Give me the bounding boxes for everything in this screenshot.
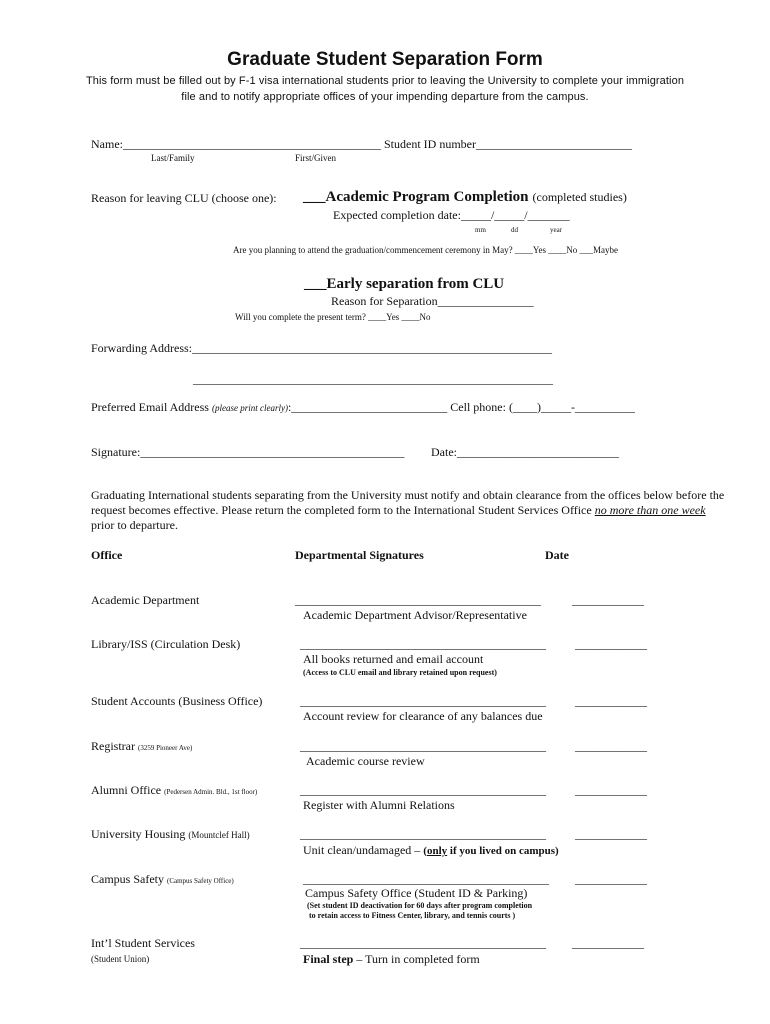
isss-location: (Student Union): [91, 954, 150, 964]
signature-line-safety[interactable]: _________________________________________: [303, 872, 549, 886]
date-line-accounts[interactable]: ____________: [575, 694, 647, 708]
signature-line-academic[interactable]: _________________________________________: [295, 593, 541, 607]
office-academic: Academic Department: [91, 593, 200, 607]
signature-line-accounts[interactable]: _________________________________________: [300, 694, 546, 708]
reason-separation-line[interactable]: Reason for Separation________________: [331, 294, 534, 308]
only-emphasis: only: [426, 845, 448, 857]
one-week-emphasis: no more than one week: [594, 503, 706, 517]
instructions-paragraph: Graduating International students separating from the University must notify and obtain clearance from the offices below before the request becomes effective. Please return the completed form to the International Student Services Office no more than one week prior to departure.: [91, 488, 725, 532]
desc-registrar: Academic course review: [306, 754, 425, 768]
name-line[interactable]: Name:___________________________________________ Student ID number__________________________: [91, 137, 632, 151]
year-label: year: [550, 226, 563, 234]
registrar-location: (3259 Pioneer Ave): [138, 744, 193, 752]
first-given-label: First/Given: [295, 153, 337, 163]
signature-line-isss[interactable]: _________________________________________: [300, 936, 546, 950]
note-safety-1: (Set student ID deactivation for 60 days after program completion: [307, 901, 533, 910]
graduation-question[interactable]: Are you planning to attend the graduation/commencement ceremony in May? ____Yes ____No ___Maybe: [233, 245, 618, 255]
office-isss: Int’l Student Services: [91, 936, 195, 950]
email-phone-blanks[interactable]: :__________________________ Cell phone: (____)_____-__________: [287, 400, 635, 414]
dd-label: dd: [511, 226, 518, 234]
date-line-isss[interactable]: ____________: [572, 936, 644, 950]
campus-safety-location: (Campus Safety Office): [167, 877, 234, 885]
academic-completion-option[interactable]: [303, 188, 627, 206]
signature-line[interactable]: Signature:____________________________________________: [91, 445, 405, 459]
option2-title: Early separation from CLU: [326, 276, 505, 292]
option1-blank[interactable]: ___: [303, 189, 326, 205]
desc-library: All books returned and email account: [303, 652, 484, 666]
desc-safety: Campus Safety Office (Student ID & Parking): [305, 886, 528, 900]
forwarding-address-line-2[interactable]: ____________________________________________________________: [193, 372, 553, 386]
expected-date-line[interactable]: Expected completion date:_____/_____/_______: [333, 208, 570, 222]
email-phone-line[interactable]: [91, 400, 635, 415]
present-term-question[interactable]: Will you complete the present term? ____Yes ____No: [235, 312, 431, 322]
housing-location: (Mountclef Hall): [188, 830, 250, 840]
date-line-library[interactable]: ____________: [575, 637, 647, 651]
reason-label: Reason for leaving CLU (choose one):: [91, 191, 277, 205]
option2-blank[interactable]: ___: [304, 276, 327, 292]
intro-text: This form must be filled out by F-1 visa international students prior to leaving the University to complete your immigration file and to notify appropriate offices of your impending departure from the campus.: [85, 75, 685, 103]
office-campus-safety: Campus Safety (Campus Safety Office): [91, 872, 234, 886]
office-registrar: Registrar (3259 Pioneer Ave): [91, 739, 193, 753]
date-line-safety[interactable]: ____________: [575, 872, 647, 886]
date-line-housing[interactable]: ____________: [575, 827, 647, 841]
early-separation-option[interactable]: [304, 275, 504, 293]
last-family-label: Last/Family: [151, 153, 195, 163]
office-alumni: Alumni Office (Pedersen Admin. Bld., 1st floor): [91, 783, 258, 797]
option1-title: Academic Program Completion: [325, 189, 529, 205]
office-student-accounts: Student Accounts (Business Office): [91, 694, 263, 708]
date-line-alumni[interactable]: ____________: [575, 783, 647, 797]
note-safety-2: to retain access to Fitness Center, library, and tennis courts ): [309, 911, 516, 920]
final-step: Final step: [303, 952, 354, 966]
desc-alumni: Register with Alumni Relations: [303, 798, 455, 812]
signature-line-alumni[interactable]: _________________________________________: [300, 783, 546, 797]
signature-line-housing[interactable]: _________________________________________: [300, 827, 546, 841]
alumni-location: (Pedersen Admin. Bld., 1st floor): [164, 788, 258, 796]
header-signatures: Departmental Signatures: [295, 548, 424, 562]
signature-line-registrar[interactable]: _________________________________________: [300, 739, 546, 753]
header-office: Office: [91, 548, 123, 562]
desc-housing: Unit clean/undamaged – (only if you lived on campus): [303, 843, 559, 857]
note-library: (Access to CLU email and library retained upon request): [303, 668, 497, 677]
desc-academic: Academic Department Advisor/Representative: [303, 608, 527, 622]
date-line-academic[interactable]: ____________: [572, 593, 644, 607]
date-line[interactable]: Date:___________________________: [431, 445, 619, 459]
office-housing: University Housing (Mountclef Hall): [91, 827, 250, 841]
desc-isss: Final step – Turn in completed form: [303, 952, 480, 966]
mm-label: mm: [475, 226, 486, 234]
forwarding-address-line[interactable]: Forwarding Address:____________________________________________________________: [91, 341, 552, 355]
header-date: Date: [545, 548, 569, 562]
email-note: (please print clearly): [211, 403, 288, 413]
office-library: Library/ISS (Circulation Desk): [91, 637, 241, 651]
signature-line-library[interactable]: _________________________________________: [300, 637, 546, 651]
email-label: Preferred Email Address: [91, 400, 212, 414]
desc-accounts: Account review for clearance of any balances due: [303, 709, 543, 723]
page-title: Graduate Student Separation Form: [227, 49, 543, 70]
option1-note: (completed studies): [532, 190, 627, 204]
date-line-registrar[interactable]: ____________: [575, 739, 647, 753]
